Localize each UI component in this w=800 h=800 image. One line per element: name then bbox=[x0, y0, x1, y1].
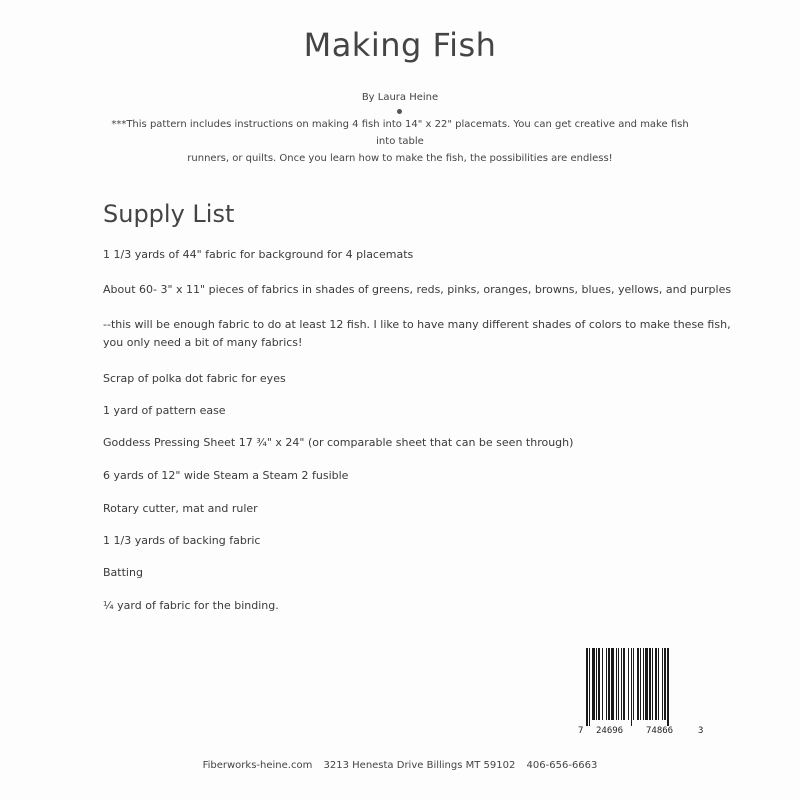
supply-item-fabric-note-cont: you only need a bit of many fabrics! bbox=[103, 336, 303, 349]
footer-contact bbox=[0, 760, 800, 771]
barcode-digit-check: 3 bbox=[698, 726, 704, 736]
supply-item-fabric-pieces: About 60- 3" x 11" pieces of fabrics in shades of greens, reds, pinks, oranges, browns, blues, yellows, and purples bbox=[103, 283, 732, 296]
barcode-digit-prefix: 7 bbox=[578, 726, 584, 736]
footer-address: 3213 Henesta Drive Billings MT 59102 bbox=[323, 760, 516, 771]
supply-item-backing: 1 1/3 yards of backing fabric bbox=[103, 534, 261, 547]
barcode-digit-group-1: 24696 bbox=[596, 726, 624, 736]
barcode bbox=[578, 648, 706, 738]
supply-item-polka-dot: Scrap of polka dot fabric for eyes bbox=[103, 372, 286, 385]
author-credit: By Laura Heine bbox=[361, 92, 439, 103]
supply-item-pressing-sheet: Goddess Pressing Sheet 17 ¾" x 24" (or comparable sheet that can be seen through) bbox=[103, 436, 574, 449]
barcode-digit-group-2: 74866 bbox=[646, 726, 674, 736]
supply-item-background: 1 1/3 yards of 44" fabric for background for 4 placemats bbox=[103, 248, 414, 261]
supply-list-heading: Supply List bbox=[103, 200, 235, 228]
supply-item-batting: Batting bbox=[103, 566, 143, 579]
page-title: Making Fish bbox=[303, 26, 497, 64]
intro-line-1: ***This pattern includes instructions on making 4 fish into 14" x 22" placemats. You can get creative and make fish into table bbox=[111, 119, 689, 147]
intro-paragraph bbox=[110, 116, 690, 167]
supply-item-rotary-cutter: Rotary cutter, mat and ruler bbox=[103, 502, 258, 515]
footer-phone: 406-656-6663 bbox=[526, 760, 598, 771]
supply-item-pattern-ease: 1 yard of pattern ease bbox=[103, 404, 226, 417]
bullet-dot-icon bbox=[397, 109, 402, 114]
intro-line-2: runners, or quilts. Once you learn how to make the fish, the possibilities are endless! bbox=[187, 153, 613, 164]
supply-item-fabric-note: --this will be enough fabric to do at least 12 fish. I like to have many different shades of colors to make these fish, bbox=[103, 318, 731, 331]
supply-item-binding: ¼ yard of fabric for the binding. bbox=[103, 599, 279, 612]
supply-item-fusible: 6 yards of 12" wide Steam a Steam 2 fusible bbox=[103, 469, 349, 482]
barcode-bars-icon bbox=[578, 648, 706, 726]
footer-website: Fiberworks-heine.com bbox=[202, 760, 313, 771]
